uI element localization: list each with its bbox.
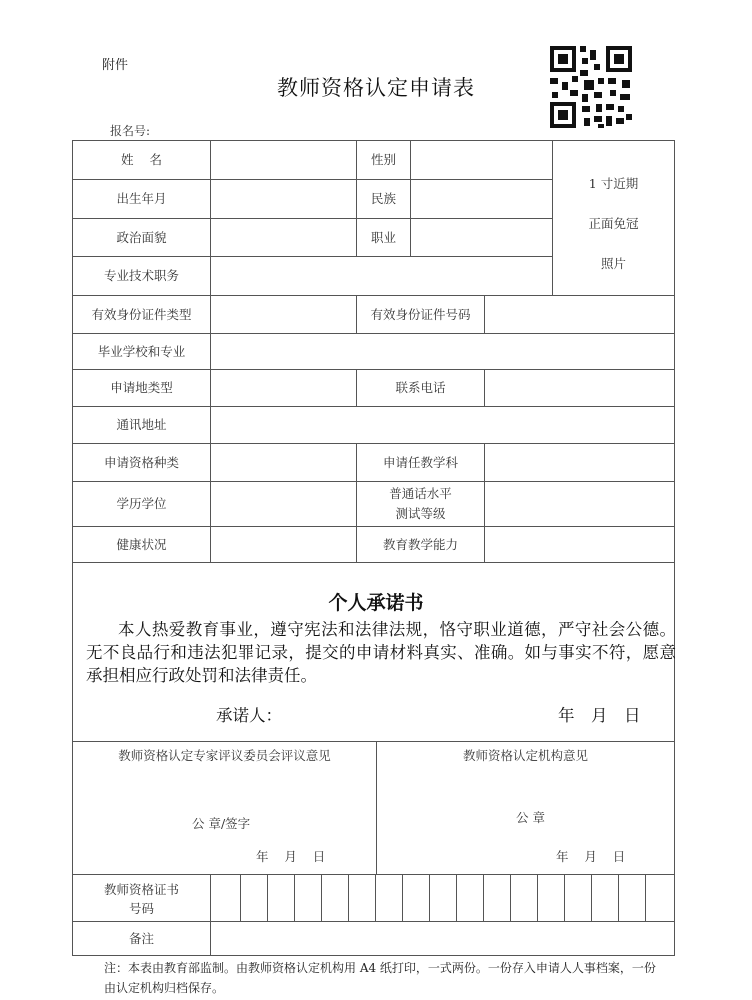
expert-opinion-title: 教师资格认定专家评议委员会评议意见 — [118, 748, 331, 763]
remarks-label: 备注 — [128, 930, 154, 946]
remarks-input[interactable] — [211, 922, 674, 955]
qualification-type-input[interactable] — [211, 444, 356, 481]
teaching-ability-input[interactable] — [485, 527, 674, 562]
professional-title-label: 专业技术职务 — [103, 268, 179, 283]
health-input[interactable] — [211, 527, 356, 562]
health-label: 健康状况 — [116, 536, 167, 552]
teaching-subject-label: 申请任教学科 — [382, 454, 458, 470]
education-label: 学历学位 — [116, 496, 167, 511]
agency-opinion-date: 年 月 日 — [556, 849, 626, 864]
agency-opinion-title: 教师资格认定机构意见 — [462, 748, 588, 763]
pledge-signer-label: 承诺人： — [216, 706, 282, 725]
gender-input[interactable] — [411, 141, 552, 179]
education-input[interactable] — [211, 482, 356, 526]
id-number-label: 有效身份证件号码 — [370, 306, 471, 322]
school-major-label: 毕业学校和专业 — [97, 343, 186, 359]
mandarin-level-label: 普通话水平 测试等级 — [389, 486, 452, 521]
pledge-date: 年 月 日 — [558, 706, 643, 725]
id-type-label: 有效身份证件类型 — [91, 306, 192, 322]
ethnicity-label: 民族 — [370, 191, 396, 206]
pledge-title: 个人承诺书 — [328, 592, 424, 614]
form-title: 教师资格认定申请表 — [277, 76, 475, 100]
name-label: 姓 名 — [121, 152, 162, 167]
birth-date-input[interactable] — [211, 180, 356, 218]
mandarin-level-input[interactable] — [485, 482, 674, 526]
pledge-signature-input[interactable] — [290, 700, 490, 726]
apply-location-type-label: 申请地类型 — [110, 380, 173, 395]
pledge-body: 本人热爱教育事业，遵守宪法和法律法规，恪守职业道德，严守社会公德。无不良品行和违法犯罪记录，提交的申请材料真实、准确。如与事实不符，愿意承担相应行政处罚和法律责任。 — [86, 620, 676, 685]
registration-number-label: 报名号: — [110, 124, 151, 138]
expert-seal-label: 公 章/签字 — [192, 816, 251, 831]
phone-input[interactable] — [485, 370, 674, 406]
address-input[interactable] — [211, 407, 674, 443]
certificate-number-label: 教师资格证书 号码 — [103, 882, 179, 916]
registration-number-input[interactable] — [160, 118, 340, 140]
photo-placeholder[interactable]: 1 寸近期 正面免冠 照片 — [588, 176, 639, 271]
occupation-input[interactable] — [411, 219, 552, 256]
footer-note: 注：本表由教育部监制。由教师资格认定机构用 A4 纸打印，一式两份。一份存入申请人人事档案，一份由认定机构归档保存。 — [104, 961, 656, 995]
phone-label: 联系电话 — [395, 380, 446, 395]
address-label: 通讯地址 — [116, 417, 167, 432]
agency-seal-label: 公 章 — [516, 810, 545, 825]
teaching-subject-input[interactable] — [485, 444, 674, 481]
political-status-label: 政治面貌 — [116, 229, 167, 245]
occupation-label: 职业 — [370, 229, 396, 245]
id-type-input[interactable] — [211, 296, 356, 333]
birth-date-label: 出生年月 — [116, 191, 167, 206]
id-number-input[interactable] — [485, 296, 674, 333]
attachment-label: 附件 — [102, 58, 129, 73]
expert-opinion-date: 年 月 日 — [256, 849, 326, 864]
professional-title-input[interactable] — [211, 257, 552, 295]
apply-location-type-input[interactable] — [211, 370, 356, 406]
political-status-input[interactable] — [211, 219, 356, 256]
school-major-input[interactable] — [211, 334, 674, 369]
name-input[interactable] — [211, 141, 356, 179]
qualification-type-label: 申请资格种类 — [103, 454, 179, 470]
qr-code-icon — [548, 44, 634, 130]
gender-label: 性别 — [370, 152, 396, 167]
teaching-ability-label: 教育教学能力 — [382, 536, 458, 552]
ethnicity-input[interactable] — [411, 180, 552, 218]
